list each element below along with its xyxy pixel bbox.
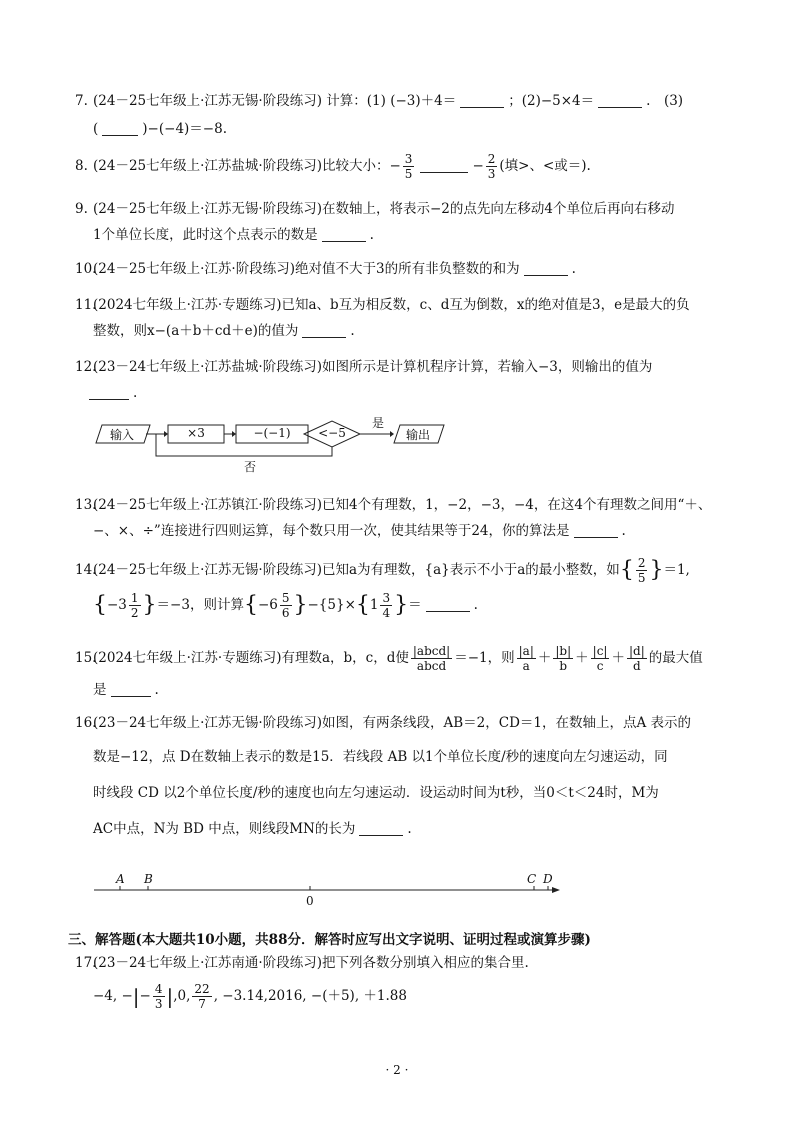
fraction: $\frac{3}{5}$	[404, 152, 413, 181]
fraction: $\frac{22}{7}$	[194, 982, 210, 1011]
question-11: 11.(2024七年级上·江苏·专题练习)已知a、b互为相反数，c、d互为倒数，x的绝对值是3，e是最大的负 整数，则x−(a＋b＋cd＋e)的值为 .	[75, 297, 690, 339]
fraction: $\frac{|c|}{c}$	[592, 644, 608, 673]
question-16: 16.(23－24七年级上·江苏无锡·阶段练习)如图，有两条线段，AB＝2，CD＝1，在数轴上，点A 表示的 数是−12，点 D在数轴上表示的数是15．若线段 AB 以1个单位长度/秒的速度向左匀速运动，同 时线段 CD 以2个单位长度/秒的速度也向左匀速运动．设运动时间为t秒，当0＜t＜24时，M为 AC中点，N为 BD 中点，则线段MN的长为 .	[75, 715, 692, 837]
question-8: 8. (24－25七年级上·江苏盐城·阶段练习)比较大小：− $\frac{3}{5}$ − $\frac{2}{3}$ (填>、<或＝).	[75, 152, 591, 181]
arrow-icon	[390, 431, 394, 437]
flow-multiply-label: ×3	[187, 426, 205, 440]
fraction: $\frac{|d|}{d}$	[628, 644, 645, 673]
answer-blank[interactable]	[420, 156, 468, 173]
answer-blank[interactable]	[302, 321, 346, 338]
fraction: $\frac{2}{5}$	[637, 556, 646, 585]
answer-blank[interactable]	[426, 595, 470, 612]
fraction: $\frac{2}{3}$	[487, 152, 496, 181]
answer-blank[interactable]	[574, 521, 618, 538]
flow-no-label: 否	[243, 460, 256, 474]
zero-label: 0	[306, 894, 314, 908]
question-15: 15.(2024七年级上·江苏·专题练习)有理数a，b，c，d使 $\frac{\text{|abcd|}}{\text{abcd}}$ ＝−1，则 $\frac{|a|}{a}$ ＋ $\frac{|b|}{b}$ ＋ $\frac{|c|}{c}$ ＋ $\frac{|d|}{d}$ 的最大值 是 .	[75, 644, 703, 698]
fraction: $\frac{4}{3}$	[154, 982, 163, 1011]
point-b-label: B	[144, 872, 153, 886]
answer-blank[interactable]	[111, 680, 151, 697]
fraction: $\frac{\text{|abcd|}}{\text{abcd}}$	[412, 644, 451, 673]
question-9: 9. (24－25七年级上·江苏无锡·阶段练习)在数轴上，将表示−2的点先向左移动4个单位后再向右移动 1个单位长度，此时这个点表示的数是 .	[75, 201, 675, 243]
flow-output-label: 输出	[405, 428, 430, 442]
question-17: 17.(23－24七年级上·江苏南通·阶段练习)把下列各数分别填入相应的集合里. −4, −|− $\frac{4}{3}$ |,0, $\frac{22}{7}$ , −3.14,2016, −(＋5), ＋1.88	[75, 955, 529, 1011]
point-a-label: A	[116, 872, 125, 886]
answer-blank[interactable]	[102, 119, 138, 136]
fraction: $\frac{1}{2}$	[130, 591, 139, 620]
point-d-label: D	[543, 872, 553, 886]
question-7: 7. (24－25七年级上·江苏无锡·阶段练习) 计算：(1) (−3)＋4＝ ；(2)−5×4＝ . (3) ( )−(−4)＝−8.	[75, 93, 684, 137]
fraction: $\frac{|b|}{b}$	[555, 644, 572, 673]
flow-condition-label: <−5	[318, 426, 346, 440]
question-14: 14.(24－25七年级上·江苏无锡·阶段练习)已知a为有理数，{a}表示不小于a的最小整数，如{ $\frac{2}{5}$ }＝1, {−3 $\frac{1}{2}$ }＝−3，则计算{−6 $\frac{5}{6}$ }−{5}×{1 $\frac{3}{4}$ }＝ .	[75, 556, 690, 620]
number-line	[90, 880, 570, 910]
answer-blank[interactable]	[524, 259, 568, 276]
fraction: $\frac{5}{6}$	[281, 591, 290, 620]
point-c-label: C	[527, 872, 537, 886]
question-10: 10.(24－25七年级上·江苏·阶段练习)绝对值不大于3的所有非负整数的和为 .	[75, 261, 576, 277]
arrow-icon	[552, 887, 560, 893]
answer-blank[interactable]	[322, 225, 366, 242]
question-13: 13.(24－25七年级上·江苏镇江·阶段练习)已知4个有理数，1，−2，−3，−4，在这4个有理数之间用“＋、 −、×、÷”连接进行四则运算，每个数只用一次，使其结果等于24，你的算法是 .	[75, 497, 712, 539]
flow-yes-label: 是	[371, 416, 384, 430]
fraction: $\frac{|a|}{a}$	[518, 644, 534, 673]
answer-blank[interactable]	[359, 819, 403, 836]
fraction: $\frac{3}{4}$	[382, 591, 391, 620]
section-heading: 三、解答题(本大题共10小题，共88分．解答时应写出文字说明、证明过程或演算步骤)	[68, 932, 591, 948]
flow-subtract-label: −(−1)	[253, 426, 291, 440]
answer-blank[interactable]	[89, 383, 129, 400]
answer-blank[interactable]	[598, 91, 642, 108]
question-12: 12.(23－24七年级上·江苏盐城·阶段练习)如图所示是计算机程序计算，若输入−3，则输出的值为 .	[75, 359, 653, 401]
flow-input-label: 输入	[109, 428, 134, 442]
page-number: · 2 ·	[385, 1063, 409, 1077]
answer-blank[interactable]	[460, 91, 504, 108]
